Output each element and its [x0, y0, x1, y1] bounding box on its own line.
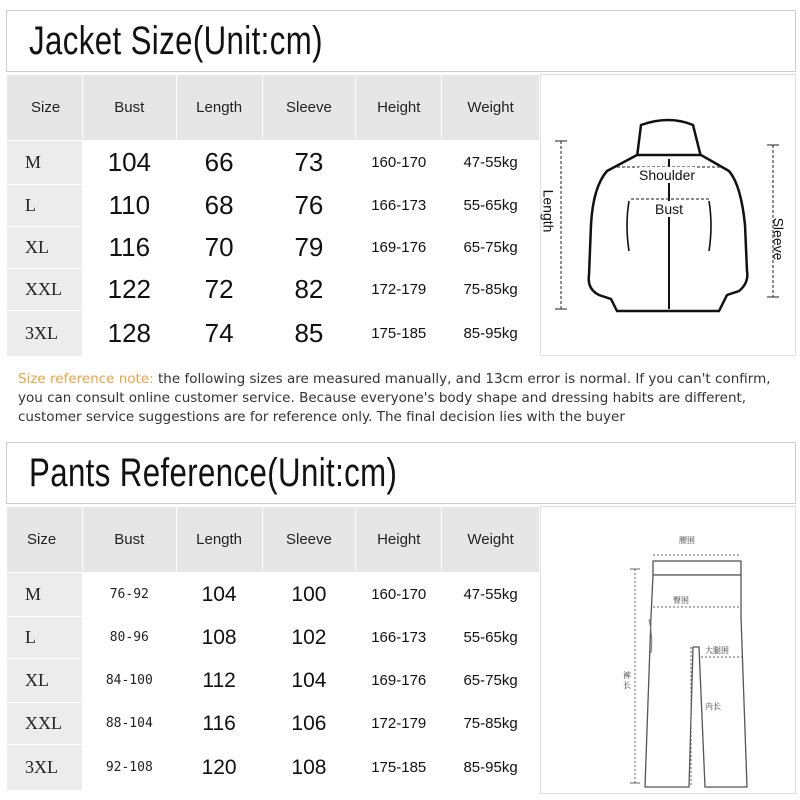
header-sleeve: Sleeve: [262, 507, 356, 573]
bust-value: 128: [82, 311, 176, 357]
bust-value: 92-108: [82, 745, 176, 791]
table-row: [7, 185, 540, 227]
weight-value: 55-65kg: [442, 185, 540, 227]
bust-value: 110: [82, 185, 176, 227]
size-label: XL: [7, 659, 83, 703]
length-value: 104: [176, 573, 262, 617]
size-label: XL: [7, 227, 83, 269]
length-value: 116: [176, 703, 262, 745]
sleeve-value: 73: [262, 141, 356, 185]
height-value: 166-173: [356, 185, 442, 227]
height-value: 169-176: [356, 227, 442, 269]
pants-diagram: [540, 506, 796, 794]
note-lead: Size reference note:: [18, 371, 154, 387]
bust-value: 122: [82, 269, 176, 311]
sleeve-value: 104: [262, 659, 356, 703]
note-body: the following sizes are measured manually, and 13cm error is normal. If you can't confirm, you can consult online customer service. Because everyone's body shape and dressing habits are different, customer service suggestions are for reference only. The final decision lies with the buyer: [18, 371, 771, 425]
length-value: 66: [176, 141, 262, 185]
size-label: L: [7, 185, 83, 227]
header-bust: Bust: [82, 75, 176, 141]
height-value: 160-170: [356, 141, 442, 185]
weight-value: 75-85kg: [442, 269, 540, 311]
length-label: Length: [540, 189, 557, 233]
shoulder-label: Shoulder: [639, 167, 696, 183]
table-row: [7, 617, 540, 659]
weight-value: 85-95kg: [442, 745, 540, 791]
size-label: M: [7, 573, 83, 617]
jacket-title: [6, 10, 796, 72]
table-row: [7, 659, 540, 703]
table-row: [7, 227, 540, 269]
hip-label: 臀围: [673, 596, 689, 605]
pants-title-text: Pants Reference(Unit:cm): [29, 450, 398, 495]
table-row: [7, 703, 540, 745]
length-value: 68: [176, 185, 262, 227]
jacket-diagram: [540, 74, 796, 356]
bust-value: 88-104: [82, 703, 176, 745]
inseam-label: 内长: [705, 702, 721, 711]
size-label: 3XL: [7, 311, 83, 357]
height-value: 175-185: [356, 745, 442, 791]
length-value: 120: [176, 745, 262, 791]
header-length: Length: [176, 75, 262, 141]
height-value: 175-185: [356, 311, 442, 357]
table-row: [7, 573, 540, 617]
weight-value: 47-55kg: [442, 573, 540, 617]
pants-title: [6, 442, 796, 504]
bust-value: 80-96: [82, 617, 176, 659]
header-height: Height: [356, 507, 442, 573]
length-value: 112: [176, 659, 262, 703]
size-reference-note: [18, 370, 788, 427]
header-size: Size: [7, 507, 83, 573]
header-size: Size: [7, 75, 83, 141]
pants-illustration: [541, 507, 797, 795]
sleeve-value: 108: [262, 745, 356, 791]
weight-value: 47-55kg: [442, 141, 540, 185]
length-value: 70: [176, 227, 262, 269]
sleeve-value: 106: [262, 703, 356, 745]
size-label: M: [7, 141, 83, 185]
height-value: 166-173: [356, 617, 442, 659]
waistband-shape: [653, 561, 741, 575]
jacket-size-table: [6, 74, 540, 357]
jacket-title-text: Jacket Size(Unit:cm): [29, 18, 323, 63]
table-row: [7, 311, 540, 357]
size-label: XXL: [7, 269, 83, 311]
pants-length-label: 裤长: [623, 671, 631, 690]
size-label: 3XL: [7, 745, 83, 791]
table-row: [7, 141, 540, 185]
weight-value: 85-95kg: [442, 311, 540, 357]
bust-value: 116: [82, 227, 176, 269]
bust-value: 104: [82, 141, 176, 185]
length-value: 72: [176, 269, 262, 311]
bust-label: Bust: [655, 201, 684, 217]
header-bust: Bust: [82, 507, 176, 573]
header-length: Length: [176, 507, 262, 573]
length-value: 74: [176, 311, 262, 357]
pants-header-row: [7, 507, 540, 573]
sleeve-value: 82: [262, 269, 356, 311]
sleeve-value: 102: [262, 617, 356, 659]
height-value: 169-176: [356, 659, 442, 703]
weight-value: 65-75kg: [442, 659, 540, 703]
sleeve-value: 76: [262, 185, 356, 227]
sleeve-value: 100: [262, 573, 356, 617]
hood-shape: [637, 120, 701, 157]
waist-label: 腰围: [679, 536, 695, 545]
weight-value: 75-85kg: [442, 703, 540, 745]
header-height: Height: [356, 75, 442, 141]
size-label: XXL: [7, 703, 83, 745]
bust-value: 76-92: [82, 573, 176, 617]
pants-size-table: [6, 506, 540, 791]
weight-value: 55-65kg: [442, 617, 540, 659]
sleeve-value: 85: [262, 311, 356, 357]
header-sleeve: Sleeve: [262, 75, 356, 141]
sleeve-label: Sleeve: [770, 217, 787, 261]
sleeve-value: 79: [262, 227, 356, 269]
header-weight: Weight: [442, 507, 540, 573]
bust-value: 84-100: [82, 659, 176, 703]
thigh-label: 大腿围: [705, 646, 729, 655]
height-value: 172-179: [356, 703, 442, 745]
size-label: L: [7, 617, 83, 659]
jacket-header-row: [7, 75, 540, 141]
length-value: 108: [176, 617, 262, 659]
table-row: [7, 745, 540, 791]
height-value: 160-170: [356, 573, 442, 617]
pants-body-shape: [645, 575, 747, 787]
weight-value: 65-75kg: [442, 227, 540, 269]
table-row: [7, 269, 540, 311]
header-weight: Weight: [442, 75, 540, 141]
height-value: 172-179: [356, 269, 442, 311]
